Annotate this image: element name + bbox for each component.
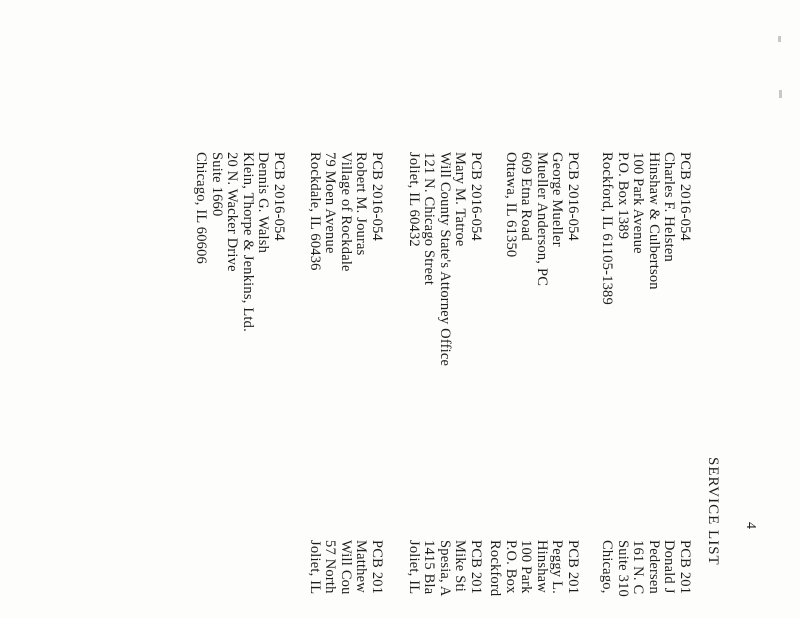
address-line: 1415 Bla [421, 540, 438, 595]
address-line: Mueller Anderson, PC [534, 152, 550, 287]
address-block [599, 540, 692, 597]
address-line: Joliet, IL [307, 540, 323, 595]
address-block [406, 152, 484, 366]
address-line: PCB 2016-054 [677, 152, 693, 242]
address-line: 100 Park Avenue [630, 152, 647, 254]
address-line: P.O. Box 1389 [615, 152, 631, 240]
address-block [599, 152, 692, 305]
address-line: Rockford [487, 540, 504, 597]
address-block [503, 152, 581, 286]
address-line: 57 North [322, 540, 339, 594]
address-line: George Mueller [549, 152, 566, 247]
address-line: Donald J [661, 540, 678, 594]
address-line: Peggy L. [549, 540, 566, 594]
address-block [406, 540, 484, 597]
address-line: Will Cou [338, 540, 354, 595]
address-line: Ottawa, IL 61350 [503, 152, 519, 258]
address-line: Joliet, IL 60432 [406, 152, 422, 247]
address-line: 79 Moen Avenue [322, 152, 339, 254]
address-line: Robert M. Jouras [353, 152, 370, 256]
address-line: Charles F. Helsten [661, 152, 678, 262]
address-line: Matthew [353, 540, 370, 593]
address-line: Hinshaw [534, 540, 550, 593]
address-block [307, 152, 385, 272]
address-line: Dennis G. Walsh [255, 152, 272, 254]
address-line: 100 Park [518, 540, 535, 594]
page-title: SERVICE LIST [705, 457, 721, 566]
address-line: Chicago, [599, 540, 616, 594]
scan-speck [779, 90, 782, 98]
address-line: Rockford, IL 61105-1389 [599, 152, 616, 305]
address-line: 609 Etna Road [518, 152, 535, 241]
address-block [193, 152, 286, 332]
address-line: P.O. Box [503, 540, 519, 594]
address-line: 121 N. Chicago Street [421, 152, 438, 286]
address-line: Joliet, IL [406, 540, 422, 595]
address-line: Pedersen [646, 540, 662, 594]
address-line: Spesia, A [437, 540, 453, 597]
address-line: 161 N. C [630, 540, 647, 595]
address-line: PCB 2016-054 [468, 152, 484, 242]
address-block [307, 540, 385, 595]
scan-speck [778, 36, 781, 42]
address-line: Mike Sti [452, 540, 469, 592]
address-line: Klein, Thorpe & Jenkins, Ltd. [240, 152, 256, 332]
address-line: PCB 201 [468, 540, 484, 595]
page-number: 4 [743, 522, 758, 529]
address-line: Village of Rockdale [338, 152, 354, 272]
address-line: Suite 310 [615, 540, 631, 597]
address-line: PCB 201 [565, 540, 581, 595]
address-line: PCB 2016-054 [369, 152, 385, 242]
address-line: 20 N. Wacker Drive [224, 152, 241, 272]
address-line: Hinshaw & Culbertson [646, 152, 662, 290]
address-line: PCB 2016-054 [271, 152, 287, 242]
address-line: Suite 1660 [209, 152, 225, 217]
address-block [487, 540, 580, 596]
address-line: Mary M. Tatroe [452, 152, 469, 247]
address-line: PCB 201 [369, 540, 385, 595]
address-line: Chicago, IL 60606 [193, 152, 210, 264]
address-line: Rockdale, IL 60436 [307, 152, 323, 271]
address-line: PCB 201 [677, 540, 693, 595]
address-line: PCB 2016-054 [565, 152, 581, 242]
address-line: Will County State's Attorney Office [437, 152, 453, 367]
